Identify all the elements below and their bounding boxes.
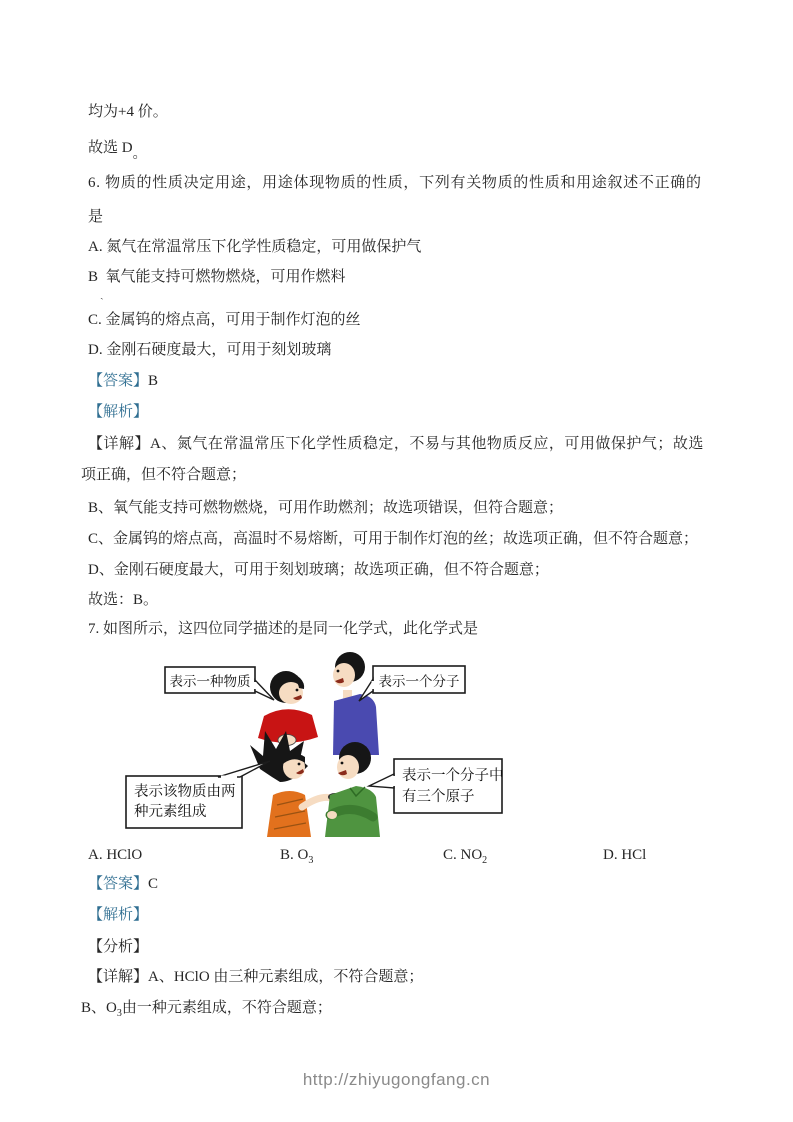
q6-answer-value: B [148,373,159,389]
q6-analysis-label: 【解析】 [88,404,149,420]
q6-conclusion: 故选：B。 [88,592,159,608]
bubble3-line1: 表示该物质由两 [134,784,236,800]
q7-answer-label: 【答案】 [88,876,149,892]
q7-option-c-main: C. NO [443,847,483,863]
q7-detail-a: 【详解】A、HClO 由三种元素组成，不符合题意； [88,969,424,985]
q6-detail-line2: 项正确，但不符合题意； [81,467,247,483]
bubble2-text: 表示一个分子 [378,674,460,689]
student-green-shirt [325,742,380,837]
q7-option-b-main: B. O [280,847,309,863]
speech-bubble-substance [165,667,274,700]
q5-choice-period: 。 [132,147,147,162]
q7-option-c-subscript: 2 [482,855,488,866]
bubble1-text: 表示一种物质 [169,674,251,689]
q7-answer-line [88,875,158,894]
q7-option-b-subscript: 3 [308,855,314,866]
q7-answer-value: C [148,876,159,892]
q6-answer-line [88,372,158,391]
bubble4-line2: 有三个原子 [402,789,475,805]
q7-analysis2-label: 【分析】 [88,939,149,955]
q5-valence-line: 均为+4 价。 [88,104,168,120]
speech-bubble-two-elements [126,761,270,828]
q5-choice-line [88,139,147,162]
q6-detail-c: C、金属钨的熔点高，高温时不易熔断，可用于制作灯泡的丝；故选项正确，但不符合题意； [88,531,699,547]
q6-option-d: D. 金刚石硬度最大，可用于刻划玻璃 [88,342,332,358]
q6-detail-d: D、金刚石硬度最大，可用于刻划玻璃；故选项正确，但不符合题意； [88,562,549,578]
bubble4-line1: 表示一个分子中 [402,768,504,784]
q6-option-a: A. 氮气在常温常压下化学性质稳定，可用做保护气 [88,239,422,255]
q7-option-c [443,846,487,870]
q7-option-b [280,846,313,870]
footer-watermark-url: http://zhiyugongfang.cn [302,1070,491,1089]
q6-option-b-stray-mark: ˏ [100,288,104,300]
q7-detail-b-subscript: 3 [116,1008,122,1019]
q7-detail-b [81,999,332,1023]
students-illustration [122,645,508,841]
speech-bubble-three-atoms [369,759,504,813]
q7-detail-b-post: 由一种元素组成，不符合题意； [121,1000,332,1016]
student-blue-shirt [333,652,379,755]
q6-stem-line2: 是 [88,209,104,225]
q5-choice-text: 故选 D [88,140,133,156]
q6-option-b: B 氧气能支持可燃物燃烧，可用作燃料 [88,269,346,285]
speech-bubble-molecule [359,666,465,701]
q7-option-d: D. HCl [603,847,647,863]
q7-stem: 7. 如图所示，这四位同学描述的是同一化学式，此化学式是 [88,621,479,637]
q7-analysis-label: 【解析】 [88,907,149,923]
q6-detail-line1: 【详解】A、氮气在常温常压下化学性质稳定，不易与其他物质反应，可用做保护气；故选 [88,436,704,452]
bubble3-line2: 种元素组成 [134,804,207,820]
q7-option-a: A. HClO [88,847,143,863]
q7-detail-b-pre: B、O [81,1000,117,1016]
q6-answer-label: 【答案】 [88,373,149,389]
q6-option-c: C. 金属钨的熔点高，可用于制作灯泡的丝 [88,312,361,328]
q6-detail-b: B、氧气能支持可燃物燃烧，可用作助燃剂；故选项错误，但符合题意； [88,500,564,516]
q6-stem-line1: 6. 物质的性质决定用途，用途体现物质的性质，下列有关物质的性质和用途叙述不正确的 [88,175,702,191]
